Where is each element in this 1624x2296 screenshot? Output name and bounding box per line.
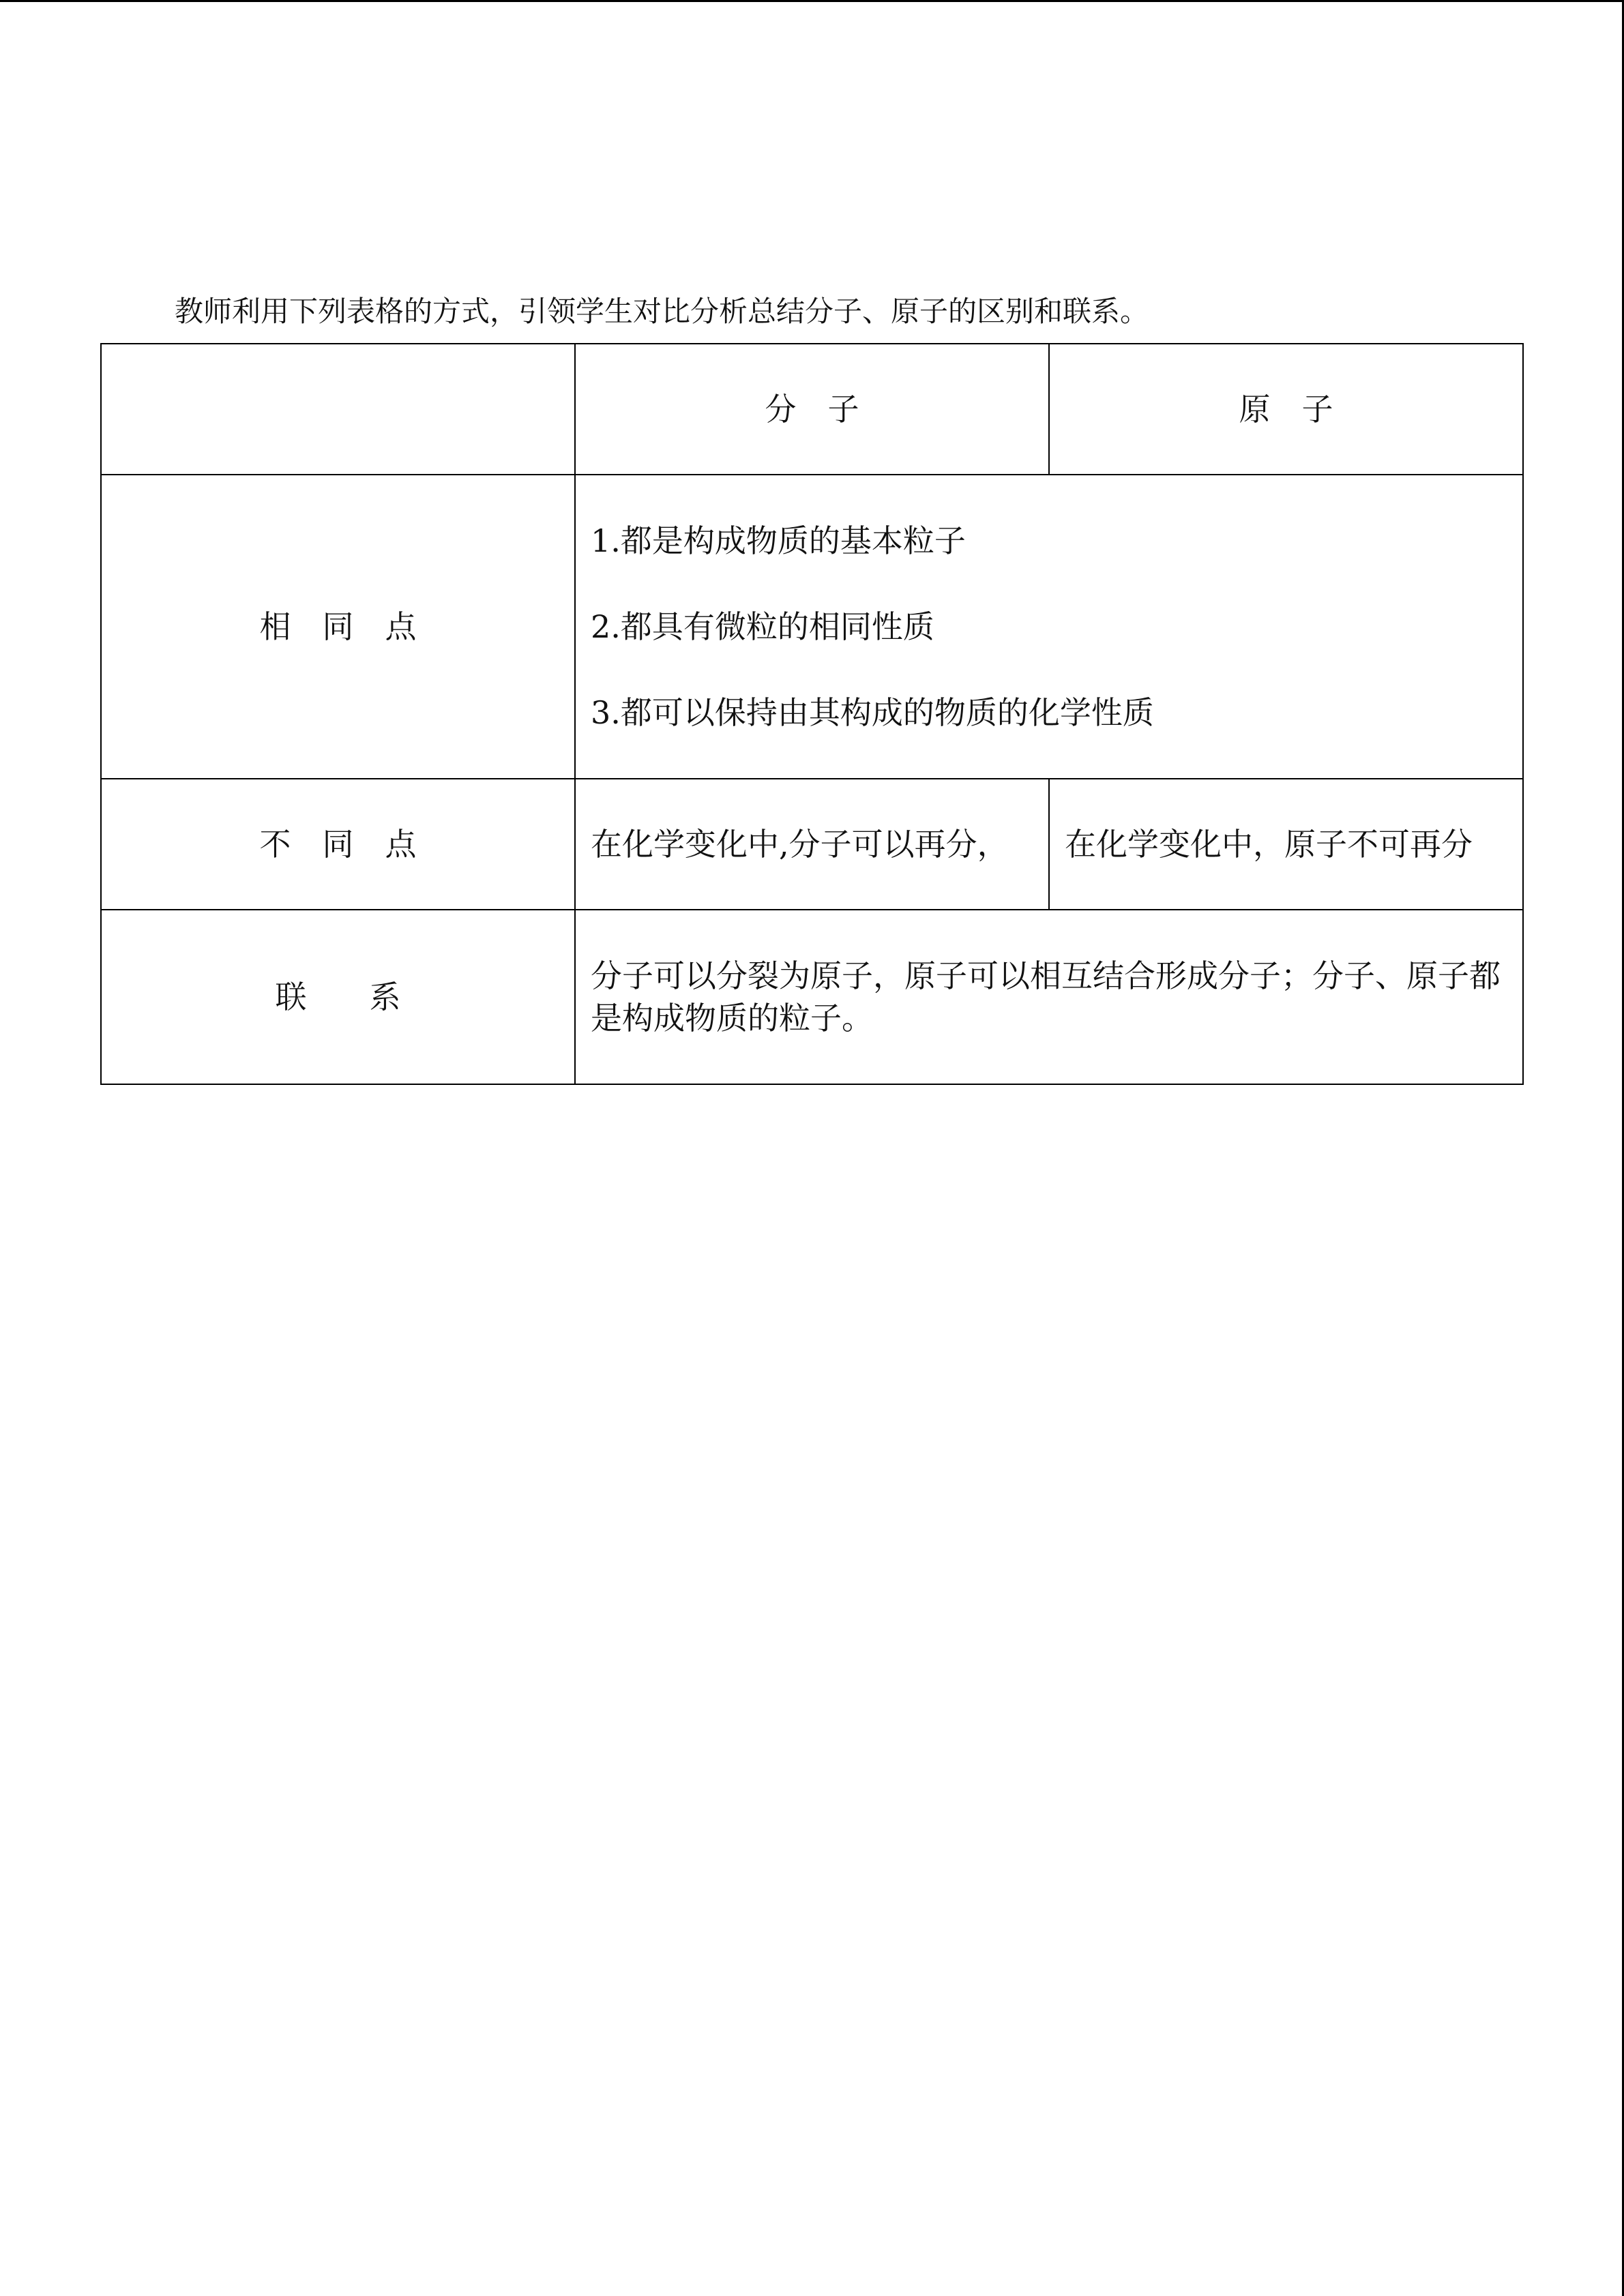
- comparison-table: [100, 343, 1524, 1085]
- table-row-differences: [101, 779, 1523, 910]
- relation-label: 联 系: [101, 910, 575, 1084]
- relation-cell: 分子可以分裂为原子，原子可以相互结合形成分子；分子、原子都是构成物质的粒子。: [575, 910, 1523, 1084]
- difference-atom-cell: 在化学变化中，原子不可再分: [1049, 779, 1523, 910]
- similarity-item-1: 1.都是构成物质的基本粒子: [591, 522, 966, 559]
- similarities-list: [591, 520, 1507, 734]
- difference-molecule-cell: 在化学变化中,分子可以再分，: [575, 779, 1049, 910]
- similarities-cell: [575, 475, 1523, 779]
- header-blank-cell: [101, 344, 575, 475]
- table-row-relation: [101, 910, 1523, 1084]
- similarity-item-2: 2.都具有微粒的相同性质: [591, 608, 934, 645]
- table-header-row: [101, 344, 1523, 475]
- table-row-similarities: [101, 475, 1523, 779]
- header-molecule-cell: 分 子: [575, 344, 1049, 475]
- differences-label: 不 同 点: [101, 779, 575, 910]
- similarities-label: 相 同 点: [101, 475, 575, 779]
- intro-paragraph: 教师利用下列表格的方式，引领学生对比分析总结分子、原子的区别和联系。: [175, 295, 1149, 328]
- top-border-line: [0, 0, 1624, 2]
- similarity-item-3: 3.都可以保持由其构成的物质的化学性质: [591, 694, 1154, 731]
- header-atom-cell: 原 子: [1049, 344, 1523, 475]
